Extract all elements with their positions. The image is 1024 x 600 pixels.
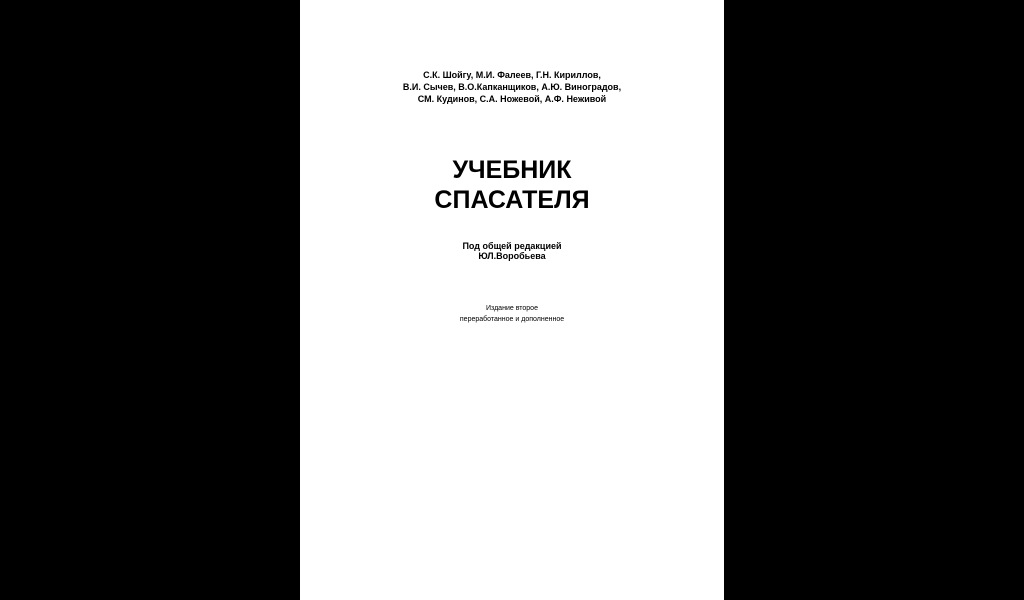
editor-block	[300, 241, 724, 261]
book-title	[300, 155, 724, 215]
authors-line: СМ. Кудинов, С.А. Ножевой, А.Ф. Неживой	[417, 94, 607, 104]
editor-name: ЮЛ.Воробьева	[478, 251, 546, 261]
edition-note	[300, 303, 724, 325]
authors-block	[300, 69, 724, 105]
book-title-line: СПАСАТЕЛЯ	[434, 186, 590, 214]
book-title-page	[300, 0, 724, 600]
book-title-line: УЧЕБНИК	[452, 156, 572, 184]
edition-line: Издание второе	[486, 305, 538, 312]
authors-line: В.И. Сычев, В.О.Капканщиков, А.Ю. Виноградов,	[402, 82, 622, 92]
authors-line: С.К. Шойгу, М.И. Фалеев, Г.Н. Кириллов,	[423, 70, 601, 80]
edition-line: переработанное и дополненное	[459, 316, 565, 323]
editor-line: Под общей редакцией	[462, 241, 562, 251]
